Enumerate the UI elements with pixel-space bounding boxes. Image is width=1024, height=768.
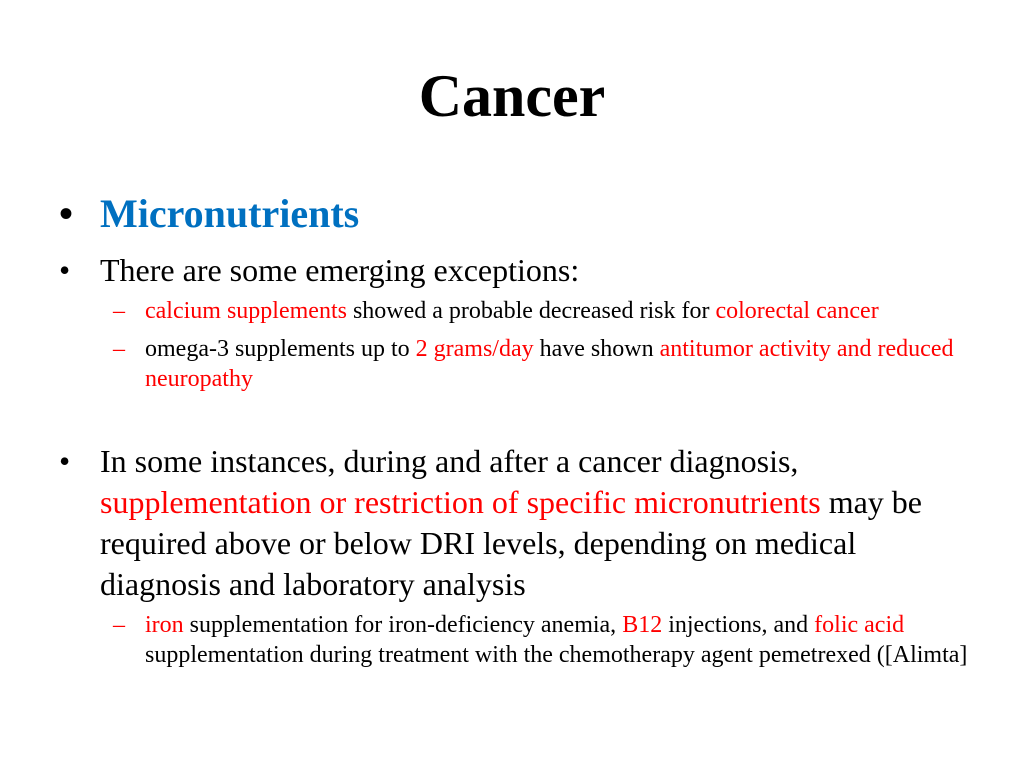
highlight-text: 2 grams/day: [415, 336, 534, 362]
plain-text: injections, and: [662, 612, 815, 638]
plain-text: omega-3 supplements up to: [145, 336, 416, 362]
bullet-dot: •: [59, 191, 74, 236]
sub-bullet-text: [145, 610, 975, 670]
highlight-text: iron: [145, 612, 184, 638]
highlight-text: calcium supplements: [145, 298, 347, 324]
highlight-text: B12: [622, 612, 663, 638]
dash-marker: –: [113, 612, 125, 638]
sub-bullet-text: [145, 334, 975, 394]
bullet-text: There are some emerging exceptions:: [100, 252, 580, 288]
bullet-dot: •: [59, 252, 71, 288]
slide-title: Cancer: [418, 63, 606, 129]
dash-marker: –: [113, 298, 125, 324]
dash-marker: –: [113, 336, 125, 362]
plain-text: showed a probable decreased risk for: [346, 298, 716, 324]
sub-bullet-text: [145, 296, 975, 326]
bullet-text: [100, 441, 970, 605]
highlight-text: supplementation or restriction of specific micronutrients: [100, 484, 821, 520]
plain-text: In some instances, during and after a cancer diagnosis,: [100, 443, 799, 479]
highlight-text: folic acid: [814, 612, 905, 638]
highlight-text: antitumor activity and reduced neuropathy: [145, 336, 954, 392]
plain-text: have shown: [533, 336, 660, 362]
plain-text: supplementation during treatment with the chemotherapy agent pemetrexed ([Alimta]: [145, 642, 968, 668]
plain-text: supplementation for iron-deficiency anemia,: [183, 612, 623, 638]
bullet-dot: •: [59, 443, 71, 479]
highlight-text: colorectal cancer: [715, 298, 879, 324]
plain-text: may be required above or below DRI levels, depending on medical diagnosis and laboratory analysis: [100, 484, 922, 602]
bullet-text: Micronutrients: [100, 191, 360, 236]
